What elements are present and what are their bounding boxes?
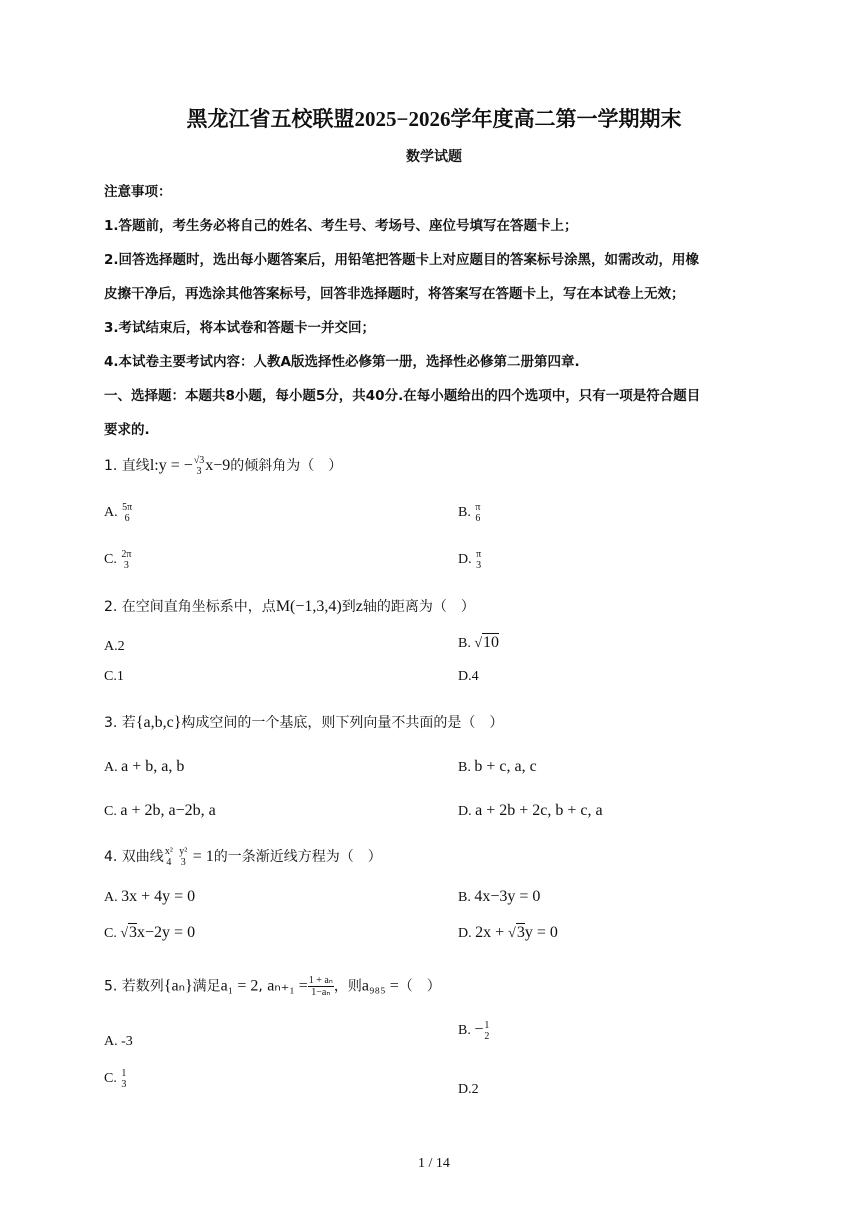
q4-option-a: A. 3x + 4y = 0 — [104, 888, 196, 905]
q1-option-b: B. π 6 — [458, 502, 481, 524]
q5-option-d: D.2 — [458, 1082, 479, 1097]
q4-option-c: C. √3x−2y = 0 — [104, 924, 196, 941]
page-title: 黑龙江省五校联盟2025−2026学年度高二第一学期期末 — [186, 107, 682, 131]
q2-option-b: B. √10 — [458, 634, 500, 651]
notice-item-4: 4.本试卷主要考试内容：人教A版选择性必修第一册，选择性必修第二册第四章. — [104, 354, 580, 370]
section-heading-cont: 要求的. — [104, 422, 150, 438]
notice-heading: 注意事项： — [104, 184, 172, 200]
question-5: 5. 若数列{aₙ}满足a₁ = 2, aₙ₊₁ = $\frac{\text{1 + aₙ}}{\text{1−aₙ}}$ ，则a₉₈₅ =（ ） — [104, 975, 441, 998]
q1-option-d: D. π 3 — [458, 549, 482, 571]
q5-option-b: B. − 1 2 — [458, 1020, 490, 1042]
page-number: 1 / 14 — [418, 1156, 450, 1171]
q3-option-c: C. a + 2b, a−2b, a — [104, 802, 216, 819]
q1-option-a: A. 5π 6 — [104, 502, 133, 524]
q3-option-b: B. b + c, a, c — [458, 758, 537, 775]
notice-item-3: 3.考试结束后，将本试卷和答题卡一并交回； — [104, 320, 376, 336]
q2-option-c: C.1 — [104, 669, 124, 684]
q3-option-d: D. a + 2b + 2c, b + c, a — [458, 802, 603, 819]
question-4: 4. 双曲线 x² 4 y² 3 = 1的一条渐近线方程为（ ） — [104, 846, 382, 868]
q2-option-a: A.2 — [104, 639, 125, 654]
question-3: 3. 若{a,b,c}构成空间的一个基底，则下列向量不共面的是（ ） — [104, 714, 504, 731]
q5-option-a: A. -3 — [104, 1034, 133, 1049]
q1-option-c: C. 2π 3 — [104, 549, 132, 571]
page-subtitle: 数学试题 — [406, 149, 462, 165]
notice-item-2: 2.回答选择题时，选出每小题答案后，用铅笔把答题卡上对应题目的答案标号涂黑，如需改动，用橡 — [104, 252, 700, 268]
notice-item-2-cont: 皮擦干净后，再选涂其他答案标号，回答非选择题时，将答案写在答题卡上，写在本试卷上无效； — [104, 286, 685, 302]
section-heading: 一、选择题：本题共8小题，每小题5分，共40分.在每小题给出的四个选项中，只有一项是符合题目 — [104, 388, 701, 404]
question-1: 1. 直线l:y = − √3 3 x−9的倾斜角为（ ） — [104, 455, 343, 477]
q4-option-d: D. 2x + √3y = 0 — [458, 924, 558, 941]
q5-option-c: C. 1 3 — [104, 1068, 127, 1090]
q3-option-a: A. a + b, a, b — [104, 758, 185, 775]
q2-option-d: D.4 — [458, 669, 479, 684]
notice-item-1: 1.答题前，考生务必将自己的姓名、考生号、考场号、座位号填写在答题卡上； — [104, 218, 578, 234]
q4-option-b: B. 4x−3y = 0 — [458, 888, 541, 905]
question-2: 2. 在空间直角坐标系中，点M(−1,3,4)到z轴的距离为（ ） — [104, 598, 475, 615]
fraction: √3 3 — [193, 455, 205, 477]
